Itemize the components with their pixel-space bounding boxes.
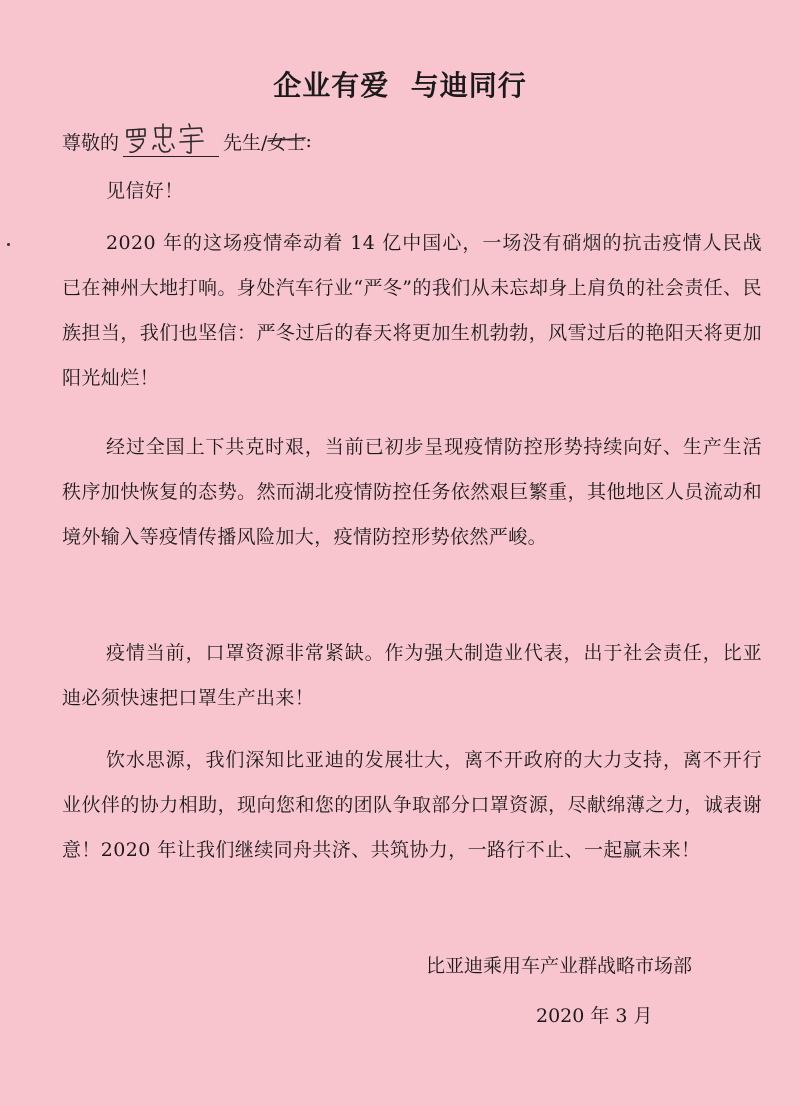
- greeting-colon: :: [305, 130, 312, 152]
- letter-title: 企业有爱 与迪同行: [273, 69, 527, 102]
- greeting-title-madam: 女士: [267, 131, 306, 154]
- salutation: 见信好！: [106, 180, 184, 202]
- greeting-title-sir: 先生/: [223, 131, 268, 154]
- paper-speck: [7, 243, 10, 246]
- signature-department: 比亚迪乘用车产业群战略市场部: [426, 955, 693, 977]
- paragraph-2: 经过全国上下共克时艰，当前已初步呈现疫情防控形势持续向好、生产生活秩序加快恢复的态势。然而湖北疫情防控任务依然艰巨繁重，其他地区人员流动和境外输入等疫情传播风险加大，疫情防控形势依然严峻。: [62, 436, 762, 548]
- paragraph-1: 2020 年的这场疫情牵动着 14 亿中国心，一场没有硝烟的抗击疫情人民战已在神州大地打响。身处汽车行业“严冬”的我们从未忘却身上肩负的社会责任、民族担当，我们也坚信：严冬过后的春天将更加生机勃勃，风雪过后的艳阳天将更加阳光灿烂！: [62, 232, 762, 389]
- greeting-line: [62, 124, 312, 158]
- paragraph-3: 疫情当前，口罩资源非常紧缺。作为强大制造业代表，出于社会责任，比亚迪必须快速把口罩生产出来！: [62, 642, 762, 709]
- paragraph-4: 饮水思源，我们深知比亚迪的发展壮大，离不开政府的大力支持，离不开行业伙伴的协力相助，现向您和您的团队争取部分口罩资源，尽献绵薄之力，诚表谢意！2020 年让我们继续同舟共济、共筑协力，一路行不止、一起赢未来！: [62, 749, 762, 861]
- signature-date: 2020 年 3 月: [536, 1005, 653, 1027]
- handwritten-name: [123, 126, 219, 157]
- greeting-prefix: 尊敬的: [62, 131, 120, 154]
